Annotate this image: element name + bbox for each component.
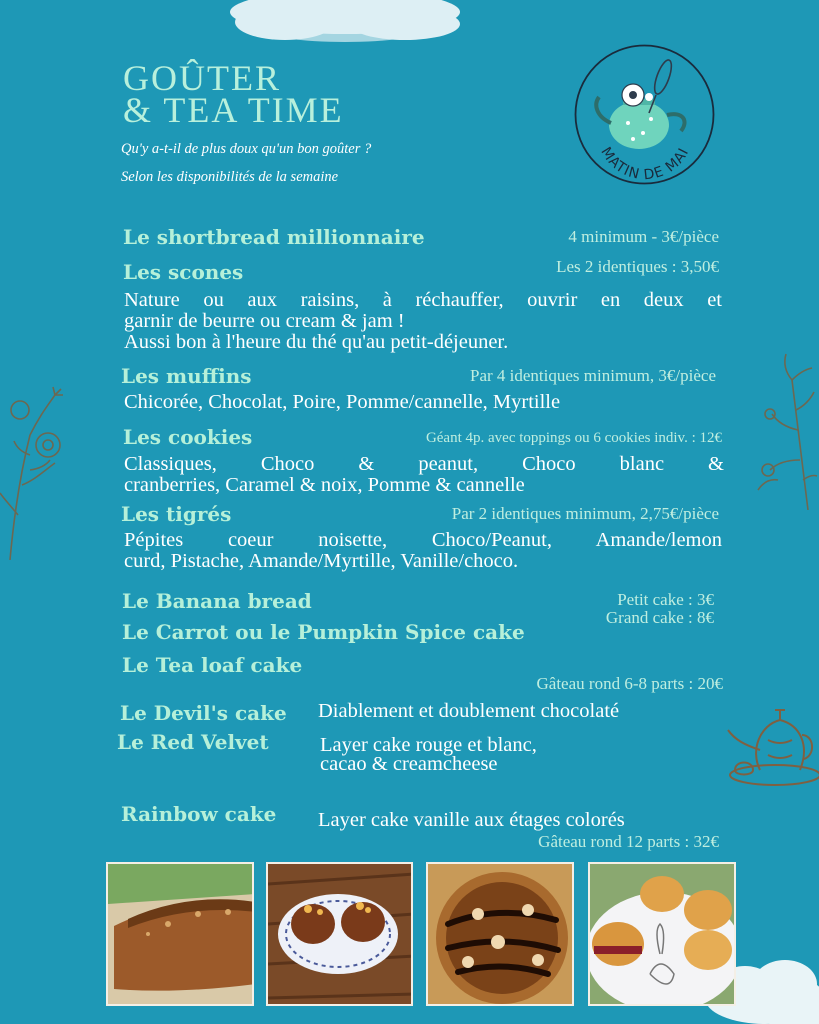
banana-bread-heading: Le Banana bread xyxy=(122,589,312,613)
round-cake-price: Gâteau rond 6-8 parts : 20€ xyxy=(536,674,723,693)
availability-note: Selon les disponibilités de la semaine xyxy=(121,169,339,185)
petit-cake-price: Petit cake : 3€ xyxy=(617,590,714,609)
carrot-cake-heading: Le Carrot ou le Pumpkin Spice cake xyxy=(122,620,525,644)
tigres-heading: Les tigrés xyxy=(121,502,232,526)
cookies-heading: Les cookies xyxy=(123,425,253,449)
flower-left-decoration xyxy=(0,375,70,560)
svg-text:MATIN DE MAI: MATIN DE MAI xyxy=(597,144,693,184)
scones-price: Les 2 identiques : 3,50€ xyxy=(556,257,719,276)
red-velvet-desc-line-1: Layer cake rouge et blanc, xyxy=(320,734,537,756)
shortbread-price: 4 minimum - 3€/pièce xyxy=(568,227,719,246)
logo-text xyxy=(573,43,716,186)
scones-line-1: Nature ou aux raisins, à réchauffer, ouvrir en deux et xyxy=(124,289,722,311)
photo-banana-bread xyxy=(106,862,254,1006)
brand-logo xyxy=(573,43,716,186)
cookies-line-2: cranberries, Caramel & noix, Pomme & cannelle xyxy=(124,474,525,496)
flower-right-decoration xyxy=(748,350,819,510)
scones-line-2: garnir de beurre ou cream & jam ! xyxy=(124,310,405,332)
scones-description xyxy=(124,290,722,353)
red-velvet-desc-line-2: cacao & creamcheese xyxy=(320,753,498,775)
scones-heading: Les scones xyxy=(123,260,244,284)
cookies-price: Géant 4p. avec toppings ou 6 cookies indiv. : 12€ xyxy=(425,430,722,446)
tigres-line-1: Pépites coeur noisette, Choco/Peanut, Amande/lemon xyxy=(124,529,722,551)
page-title-line1: GOÛTER xyxy=(123,58,281,98)
tagline: Qu'y a-t-il de plus doux qu'un bon goûter ? xyxy=(121,141,372,157)
devils-cake-heading: Le Devil's cake xyxy=(120,701,287,725)
scones-line-3: Aussi bon à l'heure du thé qu'au petit-déjeuner. xyxy=(124,331,509,353)
cookies-line-1: Classiques, Choco & peanut, Choco blanc & xyxy=(124,453,724,475)
muffins-heading: Les muffins xyxy=(121,364,252,388)
tigres-line-2: curd, Pistache, Amande/Myrtille, Vanille/choco. xyxy=(124,550,519,572)
muffins-flavours: Chicorée, Chocolat, Poire, Pomme/cannelle, Myrtille xyxy=(124,391,561,413)
tigres-flavours xyxy=(124,530,722,572)
photo-scones xyxy=(588,862,736,1006)
photo-giant-cookie xyxy=(426,862,574,1006)
muffins-price: Par 4 identiques minimum, 3€/pièce xyxy=(470,366,716,385)
red-velvet-heading: Le Red Velvet xyxy=(117,730,269,754)
rainbow-cake-description: Layer cake vanille aux étages colorés xyxy=(318,809,625,831)
devils-cake-description: Diablement et doublement chocolaté xyxy=(318,700,620,722)
cookies-flavours xyxy=(124,454,724,496)
page-title-line2: & TEA TIME xyxy=(123,90,344,130)
rainbow-cake-price: Gâteau rond 12 parts : 32€ xyxy=(538,832,719,851)
tea-loaf-heading: Le Tea loaf cake xyxy=(122,653,303,677)
rainbow-cake-heading: Rainbow cake xyxy=(121,802,277,826)
tigres-price: Par 2 identiques minimum, 2,75€/pièce xyxy=(451,504,719,523)
photo-muffins xyxy=(266,862,413,1006)
teapot-sketch-decoration xyxy=(720,690,819,790)
grand-cake-price: Grand cake : 8€ xyxy=(605,608,714,627)
cloud-top-decoration xyxy=(215,0,475,48)
shortbread-heading: Le shortbread millionnaire xyxy=(123,225,425,249)
